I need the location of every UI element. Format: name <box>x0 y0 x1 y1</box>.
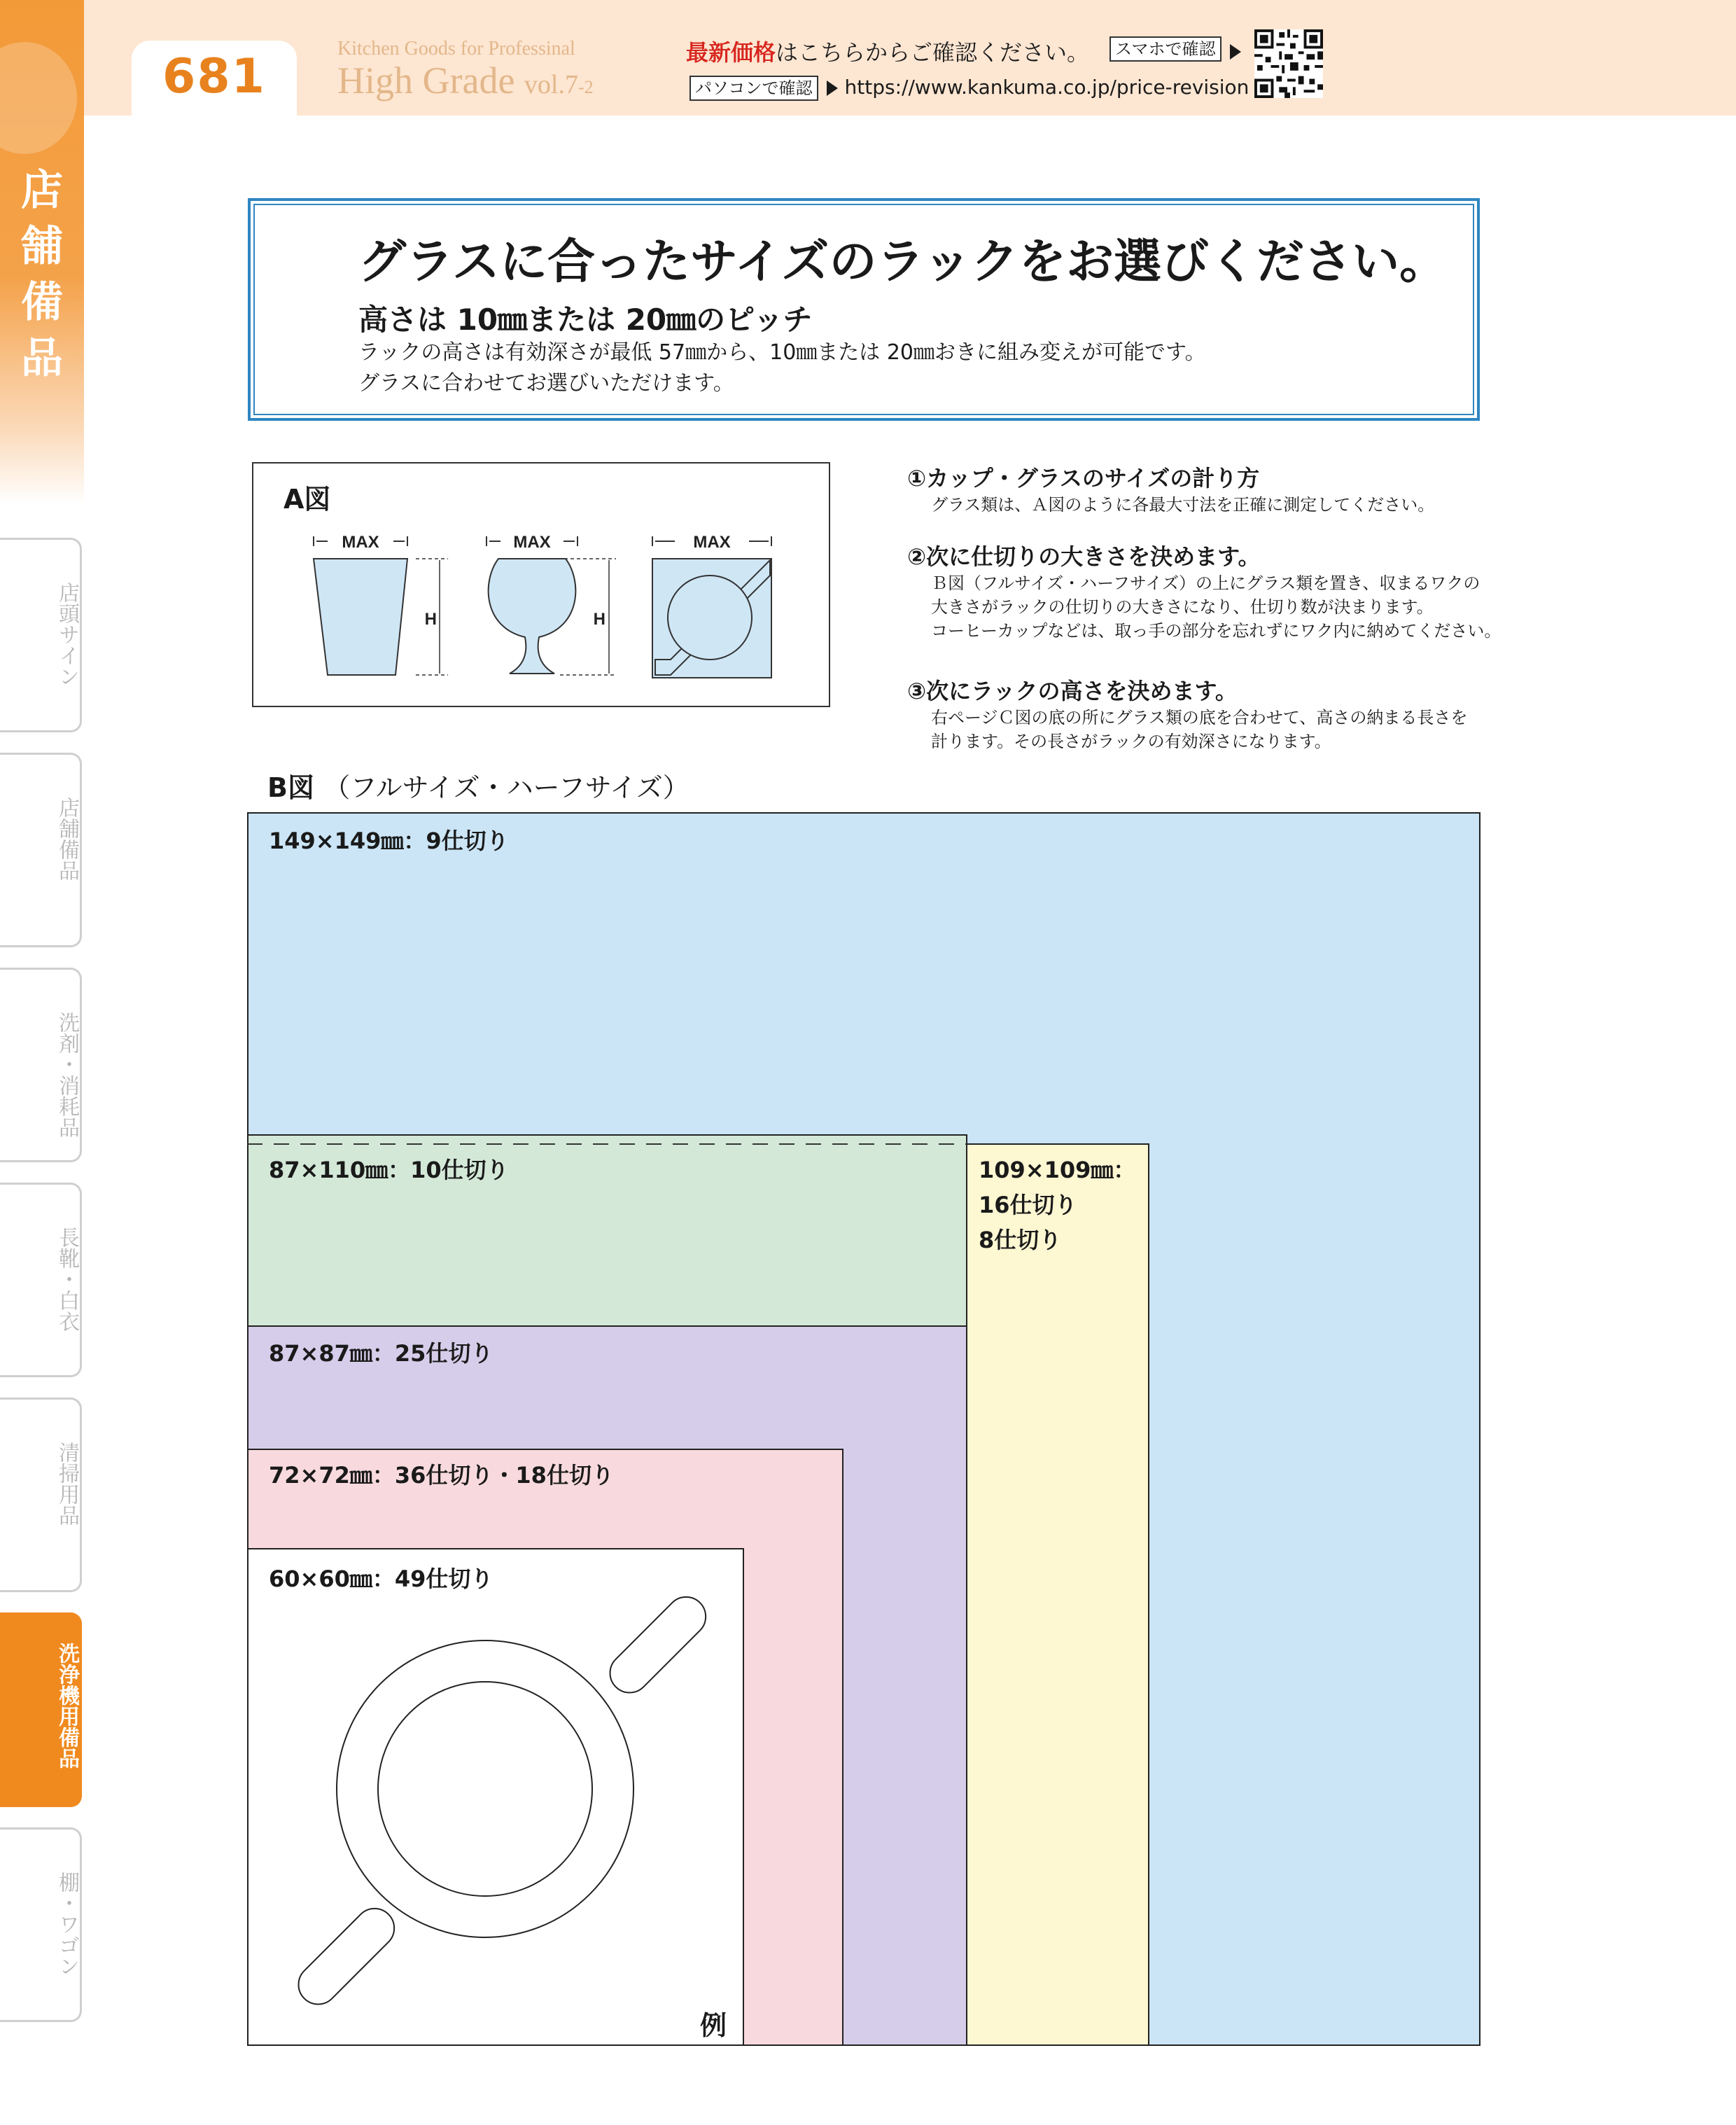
intro-body-line: ラックの高さは有効深さが最低 57㎜から、10㎜または 20㎜おきに組み変えが可能です。 <box>358 340 1206 365</box>
cup-top-view-icon <box>652 533 771 678</box>
brand-title-text: High Grade <box>337 60 515 102</box>
max-label: MAX <box>693 533 731 552</box>
sidebar-category-char: 品 <box>21 334 63 383</box>
brand-volume: vol.7 <box>524 70 578 99</box>
sidebar-tab-cleaning[interactable] <box>0 1398 82 1592</box>
zone-109-label-line: 16仕切り <box>979 1192 1077 1218</box>
smartphone-row <box>1110 36 1248 62</box>
intro-subtitle: 高さは 10㎜または 20㎜のピッチ <box>358 302 813 337</box>
step-2-body <box>931 571 1501 643</box>
zone-109-label-line: 8仕切り <box>979 1227 1062 1253</box>
brand-subtitle: Kitchen Goods for Professinal <box>337 38 575 60</box>
sidebar-category-title <box>0 162 84 386</box>
sidebar-tab-boots-uniforms[interactable] <box>0 1183 82 1377</box>
brand-volume-number: -2 <box>578 77 594 97</box>
pc-row <box>690 76 1249 101</box>
price-url-link[interactable]: https://www.kankuma.co.jp/price-revision <box>844 76 1250 99</box>
sidebar-tab-shelves-wagons[interactable] <box>0 1827 82 2022</box>
figure-a-label: A図 <box>284 484 331 515</box>
step-1-heading: ①カップ・グラスのサイズの計り方 <box>907 465 1260 492</box>
h-label: H <box>593 610 606 629</box>
sidebar-tab-dishwasher-supplies[interactable] <box>0 1612 82 1807</box>
arrow-right-icon <box>1230 44 1241 60</box>
intro-body <box>358 337 1206 399</box>
sidebar-tab-label: 棚・ワゴン <box>55 1872 79 1977</box>
step-2-heading: ②次に仕切りの大きさを決めます。 <box>907 543 1261 570</box>
zone-149-label: 149×149㎜：9仕切り <box>269 828 509 854</box>
figure-b-note: （フルサイズ・ハーフサイズ） <box>323 772 690 803</box>
wine-glass-icon <box>486 533 616 675</box>
zone-109 <box>966 1143 1149 2046</box>
zone-60-label: 60×60㎜：49仕切り <box>269 1566 493 1592</box>
zone-87x110-label: 87×110㎜：10仕切り <box>269 1157 509 1183</box>
h-label: H <box>424 610 437 629</box>
max-label: MAX <box>342 533 379 552</box>
step-1-body <box>931 493 1434 517</box>
qr-code-icon <box>1254 29 1323 98</box>
smartphone-label: スマホで確認 <box>1110 36 1222 62</box>
figure-b-label <box>267 766 690 804</box>
step-2-line: コーヒーカップなどは、取っ手の部分を忘れずにワク内に納めてください。 <box>931 621 1502 641</box>
dashed-divider <box>247 1134 968 1148</box>
sidebar-tab-label: 洗剤・消耗品 <box>55 1012 79 1138</box>
sidebar-tab-label: 店舗備品 <box>55 797 79 881</box>
price-notice-emphasis: 最新価格 <box>686 39 776 66</box>
figure-a-diagram <box>252 462 830 707</box>
step-3-body <box>931 706 1467 753</box>
zone-109-label <box>979 1152 1135 1257</box>
sidebar-tab-label: 長靴・白衣 <box>55 1227 79 1332</box>
zone-72-label: 72×72㎜：36仕切り・18仕切り <box>269 1462 614 1489</box>
step-2-line: 大きさがラックの仕切りの大きさになり、仕切り数が決まります。 <box>931 597 1434 617</box>
price-notice <box>686 35 1089 67</box>
intro-title: グラスに合ったサイズのラックをお選びください。 <box>358 235 1448 290</box>
step-3-heading: ③次にラックの高さを決めます。 <box>907 678 1238 704</box>
step-1-line: グラス類は、Ａ図のように各最大寸法を正確に測定してください。 <box>931 495 1435 515</box>
example-label: 例 <box>700 2010 727 2041</box>
figure-b-title: B図 <box>267 772 314 803</box>
sidebar-tab-label: 洗浄機用備品 <box>55 1643 79 1769</box>
sidebar-tab-store-fixtures[interactable] <box>0 753 82 947</box>
step-2-line: Ｂ図（フルサイズ・ハーフサイズ）の上にグラス類を置き、収まるワクの <box>931 573 1480 593</box>
brand-title <box>337 59 594 102</box>
step-3-line: 右ページＣ図の底の所にグラス類の底を合わせて、高さの納まる長さを <box>931 708 1468 727</box>
page-number: 681 <box>162 49 266 104</box>
sidebar-tab-detergents[interactable] <box>0 968 82 1162</box>
arrow-right-icon <box>827 81 838 96</box>
step-3-line: 計ります。その長さがラックの有効深さになります。 <box>931 732 1331 751</box>
sidebar-category-char: 店 <box>21 166 63 215</box>
sidebar-tab-label: 店頭サイン <box>55 582 79 687</box>
zone-109-label-line: 109×109㎜： <box>979 1157 1136 1183</box>
sidebar-category-char: 備 <box>21 278 63 327</box>
qr-code[interactable] <box>1254 29 1323 98</box>
zone-87x87-label: 87×87㎜：25仕切り <box>269 1340 493 1367</box>
example-cup-top-view-icon <box>247 1548 744 2046</box>
tumbler-glass-icon <box>314 533 448 675</box>
price-notice-text: はこちらからご確認ください。 <box>776 39 1090 66</box>
sidebar-tab-store-signs[interactable] <box>0 538 82 732</box>
sidebar-tab-label: 清掃用品 <box>55 1442 79 1526</box>
max-label: MAX <box>513 533 551 552</box>
intro-body-line: グラスに合わせてお選びいただけます。 <box>358 371 734 396</box>
sidebar-category-char: 舗 <box>21 222 63 271</box>
pc-label: パソコンで確認 <box>690 76 818 101</box>
